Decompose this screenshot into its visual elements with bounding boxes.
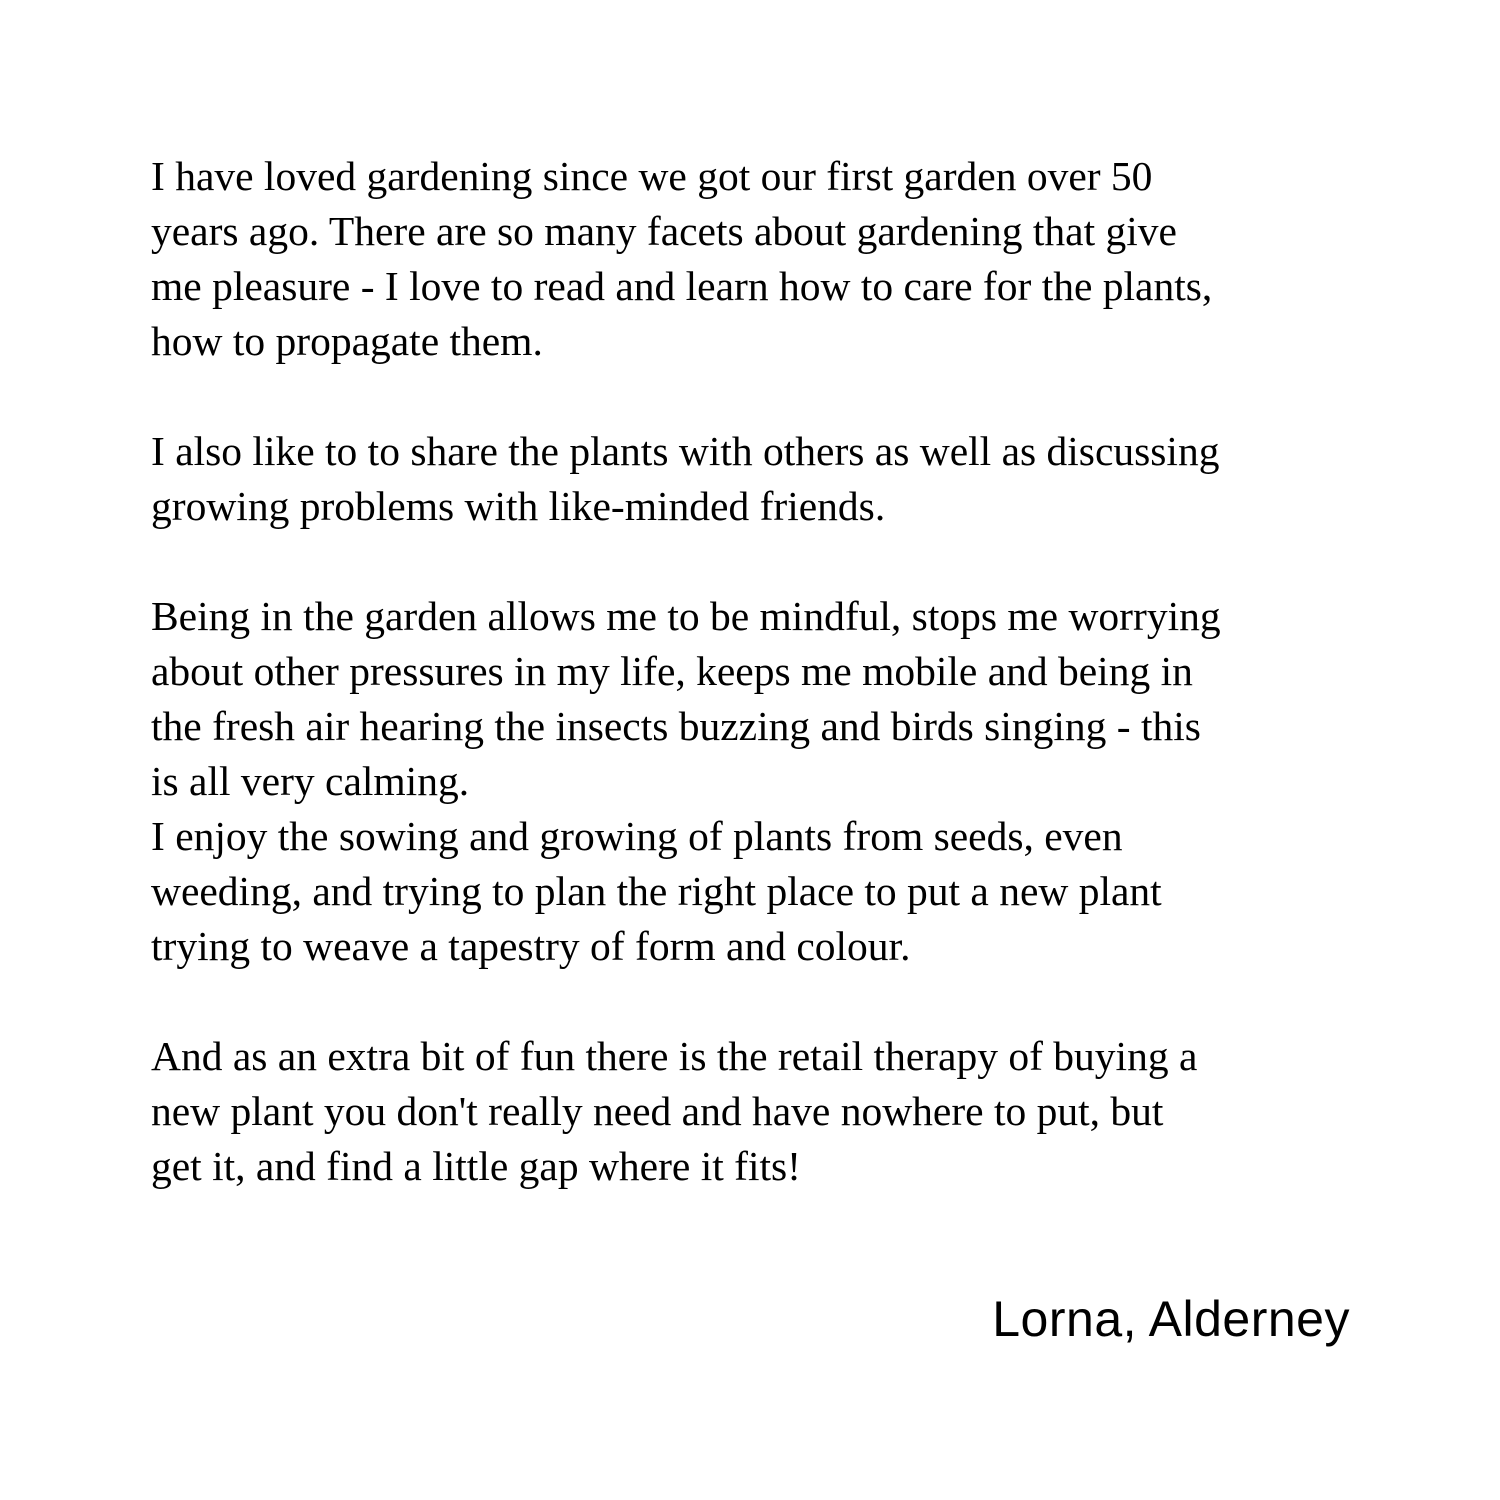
paragraph-line: years ago. There are so many facets about gardening that give <box>151 208 1177 254</box>
paragraph-spacer <box>151 369 1381 424</box>
paragraph-line: trying to weave a tapestry of form and colour. <box>151 923 911 969</box>
paragraph-line: growing problems with like-minded friends. <box>151 483 886 529</box>
paragraph-1 <box>151 149 1381 369</box>
paragraph-line: I have loved gardening since we got our first garden over 50 <box>151 153 1153 199</box>
paragraph-3 <box>151 589 1381 974</box>
paragraph-line: me pleasure - I love to read and learn how to care for the plants, <box>151 263 1213 309</box>
paragraph-spacer <box>151 974 1381 1029</box>
paragraph-line: is all very calming. <box>151 758 470 804</box>
paragraph-line: how to propagate them. <box>151 318 543 364</box>
testimonial-body <box>151 149 1381 1194</box>
paragraph-line: about other pressures in my life, keeps me mobile and being in <box>151 648 1193 694</box>
paragraph-4 <box>151 1029 1381 1194</box>
paragraph-line: new plant you don't really need and have nowhere to put, but <box>151 1088 1164 1134</box>
paragraph-line: And as an extra bit of fun there is the retail therapy of buying a <box>151 1033 1198 1079</box>
paragraph-line: Being in the garden allows me to be mindful, stops me worrying <box>151 593 1221 639</box>
paragraph-spacer <box>151 534 1381 589</box>
paragraph-line: I enjoy the sowing and growing of plants from seeds, even <box>151 813 1123 859</box>
paragraph-line: I also like to to share the plants with others as well as discussing <box>151 428 1220 474</box>
paragraph-line: weeding, and trying to plan the right place to put a new plant <box>151 868 1162 914</box>
paragraph-line: get it, and find a little gap where it fits! <box>151 1143 801 1189</box>
paragraph-line: the fresh air hearing the insects buzzing and birds singing - this <box>151 703 1201 749</box>
author-signature: Lorna, Alderney <box>992 1291 1350 1347</box>
paragraph-2 <box>151 424 1381 534</box>
